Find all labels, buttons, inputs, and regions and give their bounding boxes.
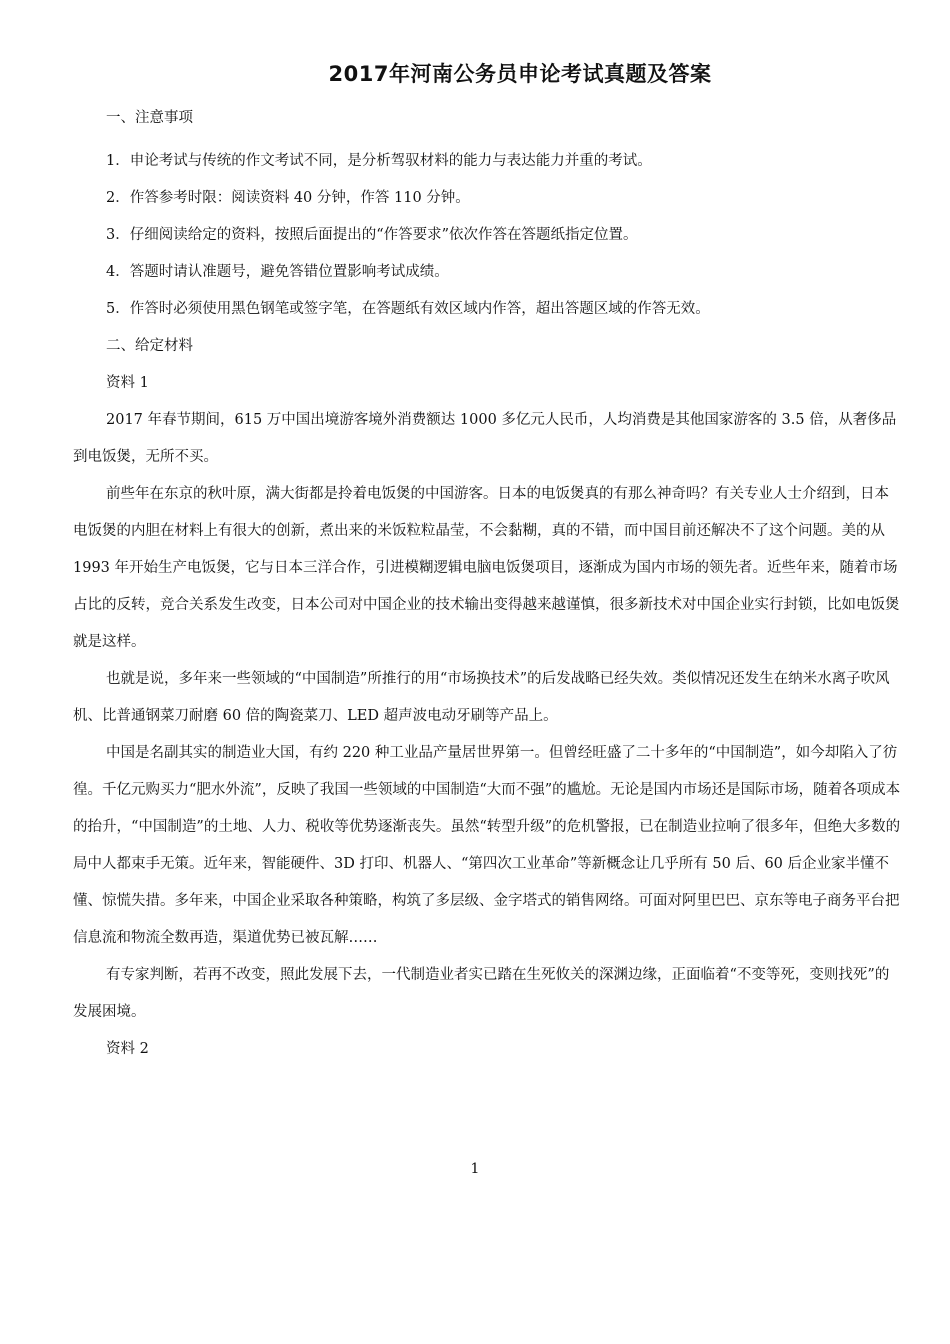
- material-paragraph: 有专家判断，若再不改变，照此发展下去，一代制造业者实已踏在生死攸关的深渊边缘，正面临着“不变等死，变则找死”的发展困境。: [73, 967, 890, 1020]
- material-paragraph: 也就是说，多年来一些领域的“中国制造”所推行的用“市场换技术”的后发战略已经失效。类似情况还发生在纳米水离子吹风机、比普通钢菜刀耐磨 60 倍的陶瓷菜刀、LED 超声波电动牙刷等产品上。: [73, 671, 890, 724]
- notes-item-5: 5．作答时必须使用黑色钢笔或签字笔，在答题纸有效区域内作答，超出答题区域的作答无效。: [106, 301, 710, 317]
- section-heading-notes: 一、注意事项: [106, 110, 193, 126]
- document-title: 2017年河南公务员申论考试真题及答案: [328, 62, 712, 86]
- document-body: [73, 100, 903, 1068]
- notes-item-2: 2．作答参考时限：阅读资料 40 分钟，作答 110 分钟。: [106, 190, 470, 206]
- material-1-label: 资料 1: [106, 375, 149, 391]
- notes-item-3: 3．仔细阅读给定的资料，按照后面提出的“作答要求”依次作答在答题纸指定位置。: [106, 227, 638, 243]
- material-paragraph: 前些年在东京的秋叶原，满大街都是拎着电饭煲的中国游客。日本的电饭煲真的有那么神奇吗？有关专业人士介绍到，日本电饭煲的内胆在材料上有很大的创新，煮出来的米饭粒粒晶莹，不会黏糊，真的不错，而中国目前还解决不了这个问题。美的从 1993 年开始生产电饭煲，它与日本三洋合作，引进模糊逻辑电脑电饭煲项目，逐渐成为国内市场的领先者。近些年来，随着市场占比的反转，竞合关系发生改变，日本公司对中国企业的技术输出变得越来越谨慎，很多新技术对中国企业实行封锁，比如电饭煲就是这样。: [73, 486, 900, 650]
- material-paragraph: 2017 年春节期间，615 万中国出境游客境外消费额达 1000 多亿元人民币，人均消费是其他国家游客的 3.5 倍，从奢侈品到电饭煲，无所不买。: [73, 412, 897, 465]
- material-2-label: 资料 2: [106, 1041, 149, 1057]
- page-number: 1: [470, 1161, 480, 1177]
- section-heading-materials: 二、给定材料: [106, 338, 193, 354]
- notes-item-1: 1．申论考试与传统的作文考试不同，是分析驾驭材料的能力与表达能力并重的考试。: [106, 153, 652, 169]
- notes-item-4: 4．答题时请认准题号，避免答错位置影响考试成绩。: [106, 264, 449, 280]
- material-paragraph: 中国是名副其实的制造业大国，有约 220 种工业品产量居世界第一。但曾经旺盛了二十多年的“中国制造”，如今却陷入了彷徨。千亿元购买力“肥水外流”，反映了我国一些领域的中国制造“大而不强”的尴尬。无论是国内市场还是国际市场，随着各项成本的抬升，“中国制造”的土地、人力、税收等优势逐渐丧失。虽然“转型升级”的危机警报，已在制造业拉响了很多年，但绝大多数的局中人都束手无策。近年来，智能硬件、3D 打印、机器人、“第四次工业革命”等新概念让几乎所有 50 后、60 后企业家半懂不懂、惊慌失措。多年来，中国企业采取各种策略，构筑了多层级、金字塔式的销售网络。可面对阿里巴巴、京东等电子商务平台把信息流和物流全数再造，渠道优势已被瓦解……: [73, 745, 901, 946]
